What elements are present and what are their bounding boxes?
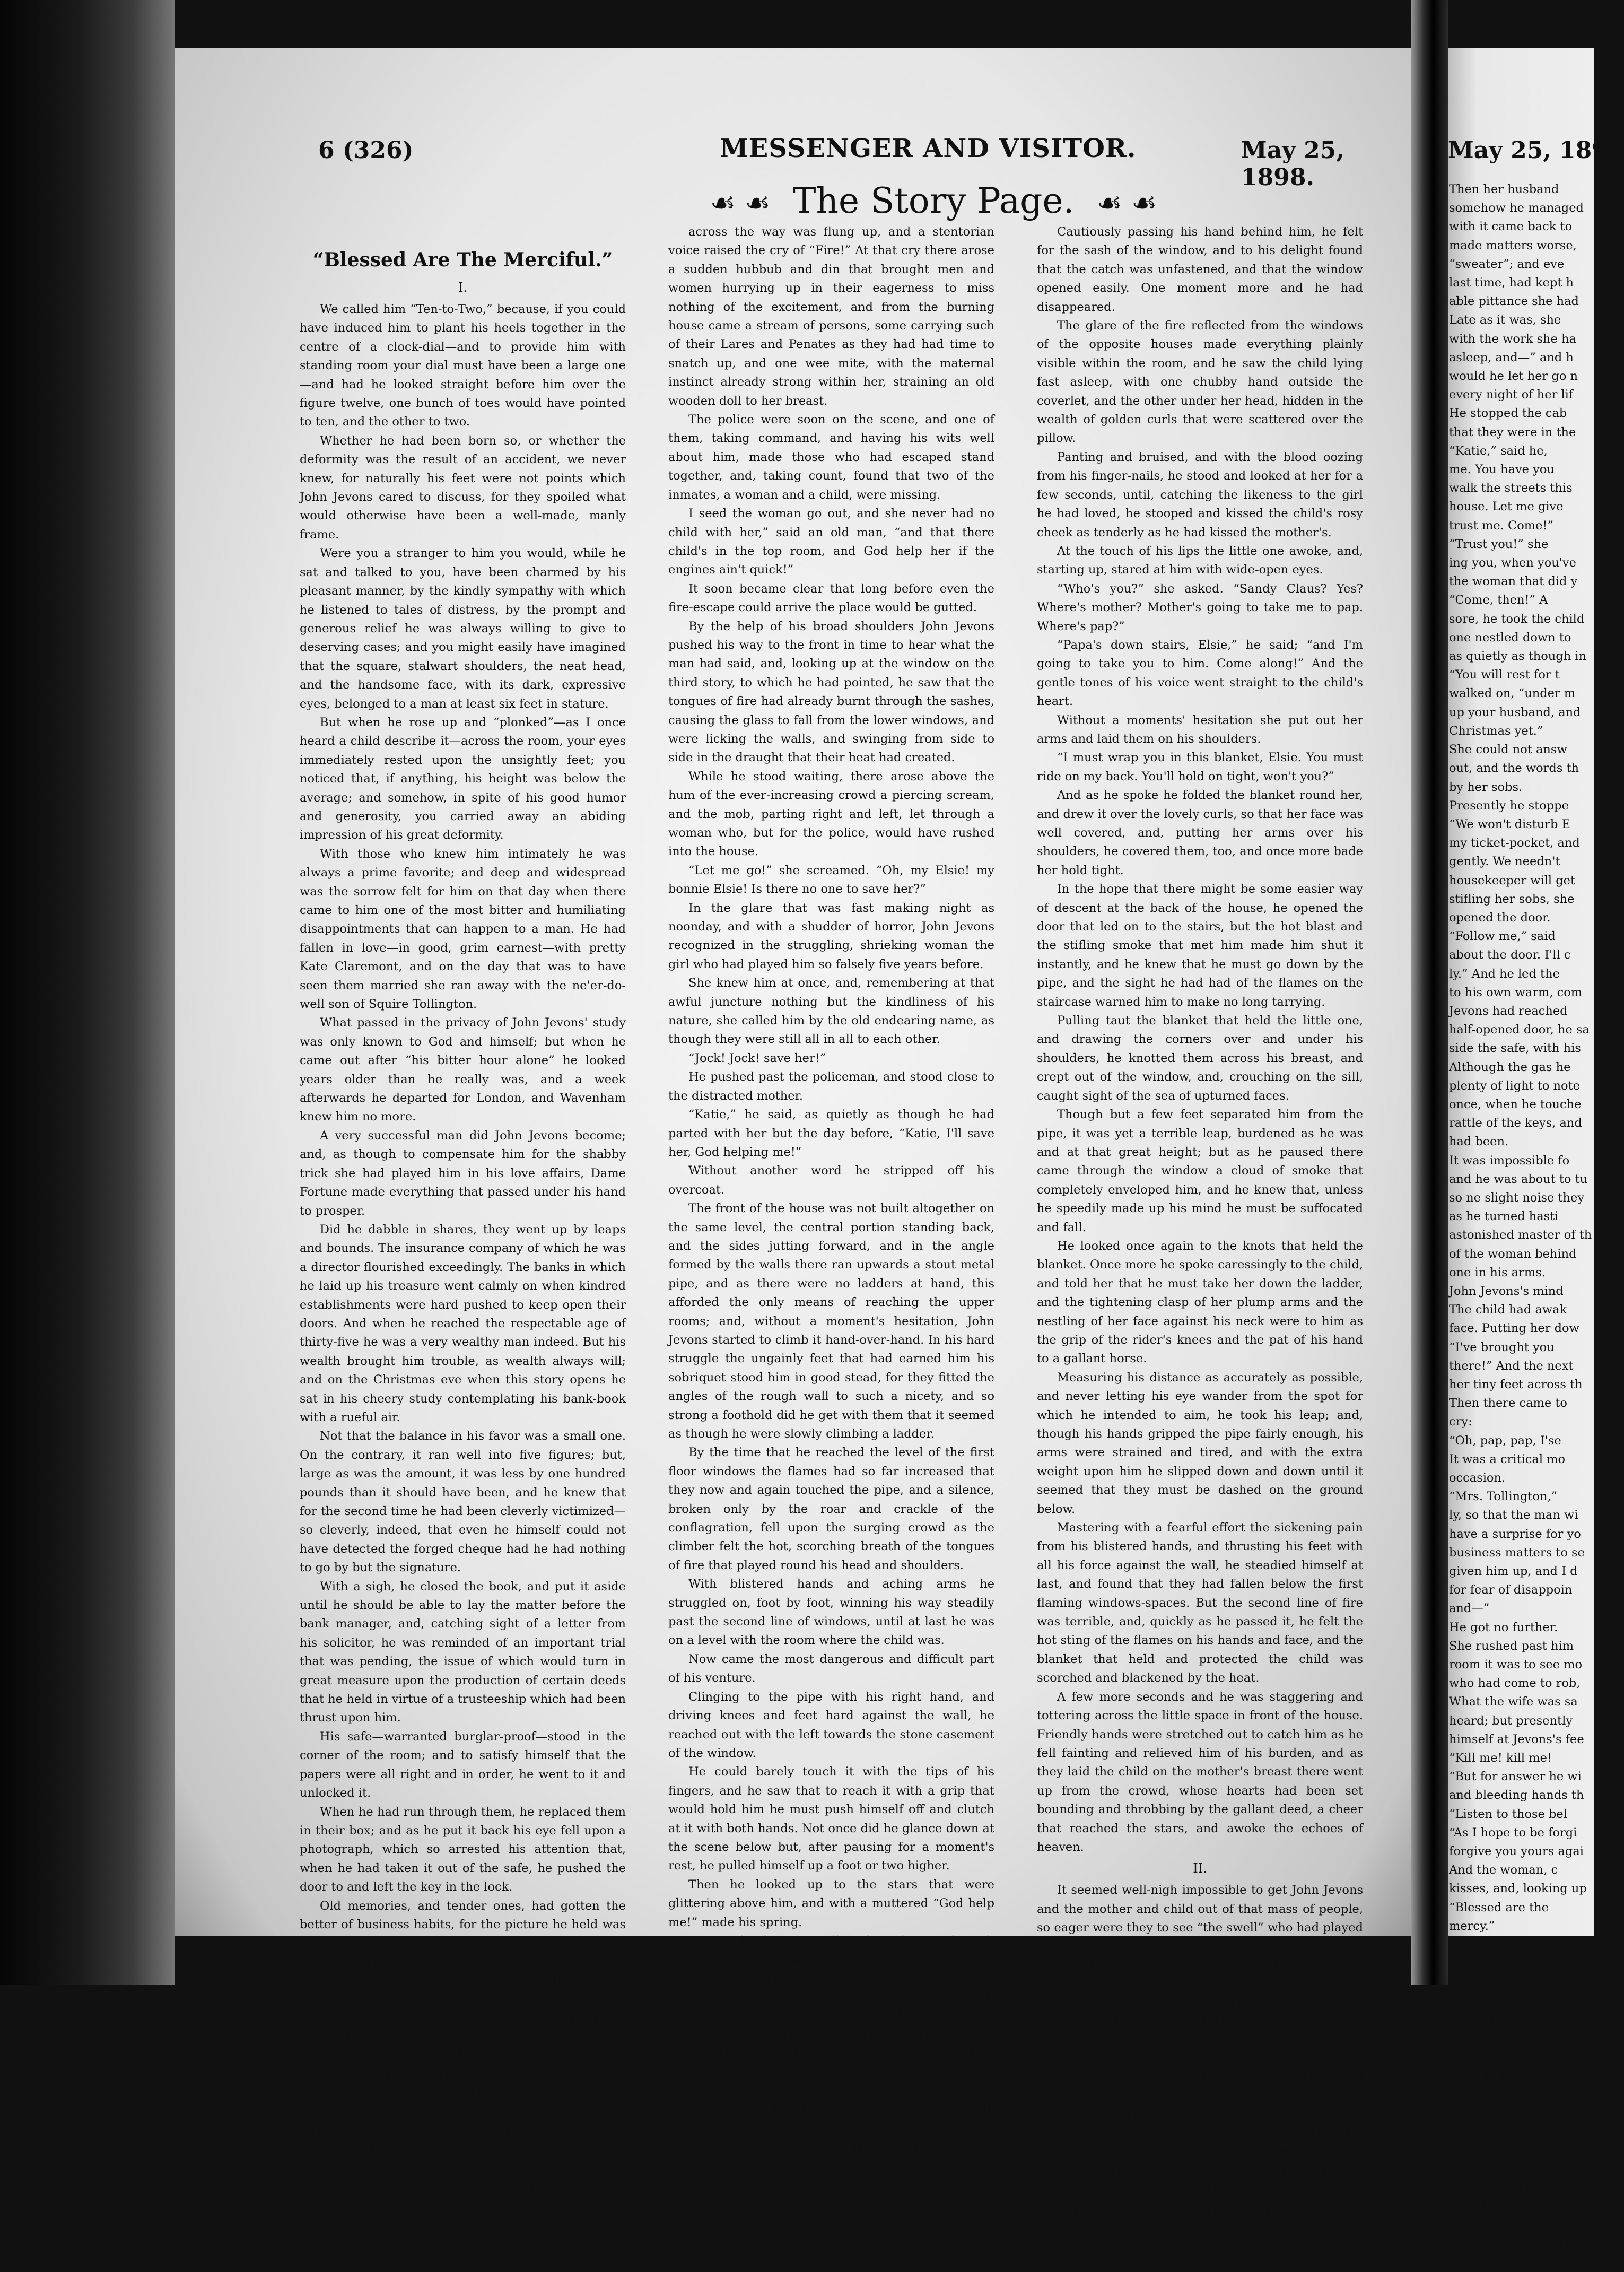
part-heading-1: I. xyxy=(458,280,468,295)
text-line: mercy.” xyxy=(1449,1919,1495,1933)
text-line: who had come to rob, xyxy=(1449,1676,1581,1691)
text-line: What the wife was sa xyxy=(1449,1695,1578,1709)
text-line: would he let her go n xyxy=(1449,369,1578,384)
column-1 xyxy=(300,239,626,2232)
paragraph: “Who's you?” she asked. “Sandy Claus? Yes? Where's mother? Mother's going to take me to pap. Where's pap?” xyxy=(1037,581,1363,633)
text-line: asleep, and—” and h xyxy=(1449,350,1574,364)
text-line: It was impossible fo xyxy=(1449,1153,1570,1168)
paragraph: Did he dabble in shares, they went up by leaps and bounds. The insurance company of which he was a director flourished exceedingly. The banks in which he laid up his treasure went calmly on when kindred establishments were hard pushed to keep open their doors. And when he reached the respectable age of thirty-five he was a very wealthy man indeed. But his wealth brought him trouble, as wealth always will; and on the Christmas eve when this story opens he sat in his cheery study contemplating his bank-book with a rueful air. xyxy=(300,1222,626,1424)
text-line: given him up, and I d xyxy=(1449,1564,1578,1579)
paragraph: With blistered hands and aching arms he struggled on, foot by foot, winning his way steadily past the second line of windows, until at last he was on a level with the room where the child was. xyxy=(668,1577,994,1648)
text-line: His explanations were xyxy=(1449,2125,1584,2139)
text-line: “Blessed are the xyxy=(1449,1900,1549,1914)
text-line: which one of the gang xyxy=(1449,2050,1584,2064)
book-binding-left xyxy=(0,0,175,1985)
newspaper-page xyxy=(175,48,1411,2232)
paragraph: A very successful man did John Jevons become; and, as though to compensate him for the shabby trick she had played him in his love affairs, Dame Fortune made everything that passed under his hand to prosper. xyxy=(300,1128,626,1218)
paragraph: We called him “Ten-to-Two,” because, if you could have induced him to plant his heels together in the centre of a clock-dial—and to provide him with standing room your dial must have been a large one—and had he looked straight before him over the figure twelve, one bunch of toes would have pointed to ten, and the other to two. xyxy=(300,302,626,429)
text-line: The child had awak xyxy=(1449,1303,1567,1317)
paragraph: “Katie,” he said, as quietly as though he had parted with her but the day before, “Katie, I'll save her, God helping me!” xyxy=(668,1108,994,1159)
facing-page-date: May 25, 1898 xyxy=(1448,137,1624,164)
text-line: occasion. xyxy=(1449,1471,1506,1485)
text-line: It was a critical mo xyxy=(1449,1452,1566,1466)
text-line: sore, he took the child xyxy=(1449,612,1585,626)
paragraph: His safe—warranted burglar-proof—stood in the corner of the room; and to satisfy himself that the papers were all right and in order, he went to it and unlocked it. xyxy=(300,1729,626,1800)
text-line: himself at Jevons's fee xyxy=(1449,1732,1584,1746)
text-line: one in his arms. xyxy=(1449,1265,1546,1279)
text-line: able pittance she had xyxy=(1449,294,1579,309)
paragraph: With those who knew him intimately he was always a prime favorite; and deep and widespread was the sorrow felt for him on that day when there came to him one of the most bitter and humiliating disappointments that can happen to a man. He had fallen in love—in good, grim earnest—with pretty Kate Claremont, and on the day that was to have seen them married she ran away with the ne'er-do-well son of Squire Tollington. xyxy=(300,847,626,1012)
text-line: and—” xyxy=(1449,1601,1490,1616)
text-line: The next morning, i xyxy=(1449,1956,1568,1971)
column-3 xyxy=(1037,223,1363,2217)
text-line: “sweater”; and eve xyxy=(1449,257,1565,271)
paragraph: Now came the most dangerous and difficult part of his venture. xyxy=(668,1652,994,1685)
text-line: ly, so that the man wi xyxy=(1449,1508,1578,1522)
ornament-right-icon: ☙ ☙ xyxy=(1096,186,1157,220)
column-3-body-continued xyxy=(1037,1881,1363,2219)
text-line: “Katie,” said he, xyxy=(1449,443,1548,458)
text-line: He stopped the cab xyxy=(1449,406,1567,421)
text-line: “Follow me,” said xyxy=(1449,929,1556,944)
text-line: to his own warm, com xyxy=(1449,985,1583,999)
text-line: by her sobs. xyxy=(1449,780,1523,794)
text-line: Then her husband xyxy=(1449,182,1559,196)
text-line: “Oh, pap, pap, I'se xyxy=(1449,1433,1561,1448)
paragraph: The police were soon on the scene, and one of them, taking command, and having his wits well about him, made those who had escaped stand together, and, taking count, found that two of the inmates, a woman and a child, were missing. xyxy=(668,413,994,502)
paragraph: “I must wrap you in this blanket, Elsie. You must ride on my back. You'll hold on tight, won't you?” xyxy=(1037,751,1363,784)
text-line: stifling her sobs, she xyxy=(1449,892,1575,906)
text-line: that Christmas eve ea xyxy=(1449,2031,1582,2045)
text-line: business matters to se xyxy=(1449,1545,1585,1560)
text-line: And the woman, c xyxy=(1449,1863,1558,1877)
text-line: “Trust you!” she xyxy=(1449,537,1549,551)
text-line: “Mrs. Tollington,” xyxy=(1449,1490,1558,1504)
paragraph: By the help of his broad shoulders John Jevons pushed his way to the front in time to hear what the man had said, and, looking up at the window on the third story, to which he had pointed, he saw that the tongues of fire had already burnt through the sashes, causing the glass to fall from the lower windows, and were licking the walls, and swinging from side to side in the draught that their heat had created. xyxy=(668,619,994,765)
column-1-body xyxy=(300,300,626,2235)
text-line: of the woman behind xyxy=(1449,1247,1577,1261)
paragraph: Though but a few feet separated him from the pipe, it was yet a terrible leap, burdened as he was and at that great height; but as he paused there came through the window a cloud of smoke that completely enveloped him, and he knew that, unless he speedily made up his mind he must be suffocated and fall. xyxy=(1037,1108,1363,1234)
paragraph: When he had run through them, he replaced them in their box; and as he put it back his eye fell upon a photograph, which so arrested his attention that, when he had taken it out of the safe, he pushed the door to and left the key in the lock. xyxy=(300,1805,626,1894)
text-line: Jevons had reached xyxy=(1449,1004,1568,1018)
text-line: knew to be of great va xyxy=(1449,2068,1585,2083)
paragraph: In the glare that was fast making night as noonday, and with a shudder of horror, John Jevons recognized in the struggling, shrieking woman the girl who had played him so falsely five years before. xyxy=(668,901,994,971)
section-title-text: The Story Page. xyxy=(792,180,1075,221)
paragraph: And as he spoke he folded the blanket round her, and drew it over the lovely curls, so that her face was well covered, and, putting her arms over his shoulders, he covered them, too, and once more bade her hold tight. xyxy=(1037,788,1363,877)
text-line: A week later a little xyxy=(1449,2162,1568,2176)
text-line: gently. We needn't xyxy=(1449,855,1560,869)
paragraph: Inch by inch he struggled up with sheer, dogged pluck. Presently his elbows rested on the broad sill, and when at last, and with the nicest balance, he slowly turned and sat upon it, there went up from the crowd a sigh of relief. xyxy=(668,2084,994,2173)
text-line: ward-bound steamer, a xyxy=(1449,2180,1588,2195)
text-line: house. Let me give xyxy=(1449,500,1564,514)
text-line: ington confessed every xyxy=(1449,1975,1589,1989)
text-line: there!” And the next xyxy=(1449,1359,1574,1373)
paragraph: The glare of the fire reflected from the windows of the opposite houses made everything plainly visible within the room, and he saw the child lying fast asleep, with one chubby hand outside the coverlet, and the other under her head, hidden in the wealth of golden curls that were scattered over the pillow. xyxy=(1037,319,1363,446)
paragraph: Measuring his distance as accurately as possible, and never letting his eye wander from the spot for which he intended to aim, he took his leap; and, though his hands gripped the pipe fairly enough, his arms were strained and tired, and with the extra weight upon him he slipped down and down until it seemed that they must be dashed on the ground below. xyxy=(1037,1370,1363,1516)
paragraph: Not that the balance in his favor was a small one. On the contrary, it ran well into five figures; but, large as was the amount, it was less by one hundred pounds than it should have been, and he knew that for the second time he had been cleverly victimized—so cleverly, indeed, that even he himself could not have detected the forged cheque had he had nothing to go by but the signature. xyxy=(300,1429,626,1575)
text-line: Although the gas he xyxy=(1449,1060,1571,1074)
text-line: every night of her lif xyxy=(1449,388,1574,402)
text-line: She could not answ xyxy=(1449,743,1567,757)
paragraph: She knew him at once, and, remembering at that awful juncture nothing but the kindliness of his nature, she called him by the old endearing name, as though they were still all in all to each other. xyxy=(668,976,994,1047)
paragraph: Hanging up there forty feet above the ground, and right over the flames that seemed to leap at him, he strained upwards against the face of the wall until the muscles of his stalwart arms stood out like iron bands. xyxy=(668,1990,994,2079)
text-line: Then there came to xyxy=(1449,1396,1567,1411)
paragraph: It soon became clear that long before even the fire-escape could arrive the place would be gutted. xyxy=(668,581,994,615)
text-line: made matters worse, xyxy=(1449,238,1577,253)
text-line: the issue of an importa xyxy=(1449,2087,1589,2101)
text-line: “Kill me! kill me! xyxy=(1449,1751,1552,1765)
text-line: by the gang was broken xyxy=(1449,2143,1594,2157)
text-line: her tiny feet across th xyxy=(1449,1378,1583,1391)
paragraph: But when he rose up and “plonked”—as I once heard a child describe it—across the room, your eyes immediately rested upon the unsightly feet; you noticed that, if anything, his height was below the average; and somehow, in spite of his good humor and generosity, you carried away an abiding impression of his great deformity. xyxy=(300,715,626,842)
text-line: “Come, then!” A xyxy=(1449,593,1548,607)
paragraph: Were you a stranger to him you would, while he sat and talked to you, have been charmed by his pleasant manner, by the kindly sympathy with which he listened to tales of distress, by the prompt and generous relief he was always willing to give to deserving cases; and you might easily have imagined that the square, stalwart shoulders, the neat head, and the handsome face, with its dark, expressive eyes, belonged to a man at least six feet in stature. xyxy=(300,546,626,711)
facing-page xyxy=(1448,48,1624,2269)
paragraph: Without another word he stripped off his overcoat. xyxy=(668,1164,994,1197)
text-line: “You will rest for t xyxy=(1449,668,1560,682)
text-line: and he was about to tu xyxy=(1449,1172,1588,1186)
paragraph: While he stood waiting, there arose above the hum of the ever-increasing crowd a piercing scream, and the mob, parting right and left, let through a woman who, but for the police, would have rushed into the house. xyxy=(668,769,994,859)
text-line: the blessings of husban xyxy=(1449,2218,1592,2232)
paragraph: Whether he had been born so, or whether the deformity was the result of an accident, we never knew, for naturally his feet were not points which John Jevons cared to discuss, for they spoiled what would otherwise have been a well-made, manly frame. xyxy=(300,433,626,542)
paragraph: He looked once again to the knots that held the blanket. Once more he spoke caressingly to the child, and told her that he must take her down the ladder, and the tightening clasp of her plump arms and the nestling of her face against his neck were to him as the grip of the rider's knees and the pat of his hand to a gallant horse. xyxy=(1037,1239,1363,1366)
text-line: last time, had kept h xyxy=(1449,276,1574,290)
ornament-left-icon: ☙ ☙ xyxy=(710,186,771,220)
text-line: plenty of light to note xyxy=(1449,1078,1580,1093)
paragraph: Without a moments' hesitation she put out her arms and laid them on his shoulders. xyxy=(1037,713,1363,746)
paragraph: It was getting late, the servants had all retired; but to drive away his sorrow he slipped a coat over his evening-dress—for he had been dining at the club—and went out into the streets. xyxy=(300,2011,626,2082)
text-line: “Good-bye and God- xyxy=(1449,2199,1571,2213)
paragraph: across the way was flung up, and a stentorian voice raised the cry of “Fire!” At that cry there arose a sudden hubbub and din that brought men and women hurrying up in their eagerness to miss nothing of the excitement, and from the burning house came a stream of persons, some carrying such of their Lares and Penates as they had had time to snatch up, and one wee mite, with the maternal instinct already strong within her, straining an old wooden doll to her breast. xyxy=(668,225,994,408)
paragraph: At the touch of his lips the little one awoke, and, starting up, stared at him with wide-open eyes. xyxy=(1037,544,1363,577)
text-line: “Listen to those bel xyxy=(1449,1807,1567,1821)
text-line: the woman that did y xyxy=(1449,574,1578,589)
column-3-body xyxy=(1037,223,1363,1857)
text-line: room it was to see mo xyxy=(1449,1658,1583,1672)
text-line: He got no further. xyxy=(1449,1620,1558,1634)
story-title: “Blessed Are The Merciful.” xyxy=(312,249,613,271)
text-line: one nestled down to xyxy=(1449,630,1571,645)
text-line: walked on, “under m xyxy=(1449,686,1576,701)
text-line: She rushed past him xyxy=(1449,1639,1574,1653)
text-line: housekeeper will get xyxy=(1449,873,1576,887)
masthead: MESSENGER AND VISITOR. xyxy=(720,134,1137,163)
paragraph: The night was clear and frosty, and he moved along briskly, for he was a fast walker, in spite of his deformity, and presently found himself in a street with which he was not familiar. The houses on either side were lofty, but it was plain to behold that they were the dwellings of artisans and the like; and he was standing, undecided as to whether he should go on or turn back, when a window xyxy=(300,2086,626,2232)
text-line: gang of forgers and ho xyxy=(1449,1994,1587,2008)
text-line: walk the streets this xyxy=(1449,481,1573,495)
paragraph: He could barely touch it with the tips of his fingers, and he saw that to reach it with a grip that would hold him he must push himself off and clutch at it with both hands. Not once did he glance down at the scene below but, after pausing for a moment's rest, he pulled himself up a foot or two higher. xyxy=(668,1765,994,1873)
text-line: had been. xyxy=(1449,1135,1509,1149)
text-line: trust me. Come!” xyxy=(1449,518,1553,533)
paragraph: What passed in the privacy of John Jevons' study was only known to God and himself; but when he came out after “his bitter hour alone” he looked years older than he really was, and a week afterwards he departed for London, and Wavenham knew him no more. xyxy=(300,1016,626,1124)
text-line: cry: xyxy=(1449,1415,1472,1429)
paragraph: I seed the woman go out, and she never had no child with her,” said an old man, “and that there child's in the top room, and God help her if the engines ain't quick!” xyxy=(668,507,994,577)
text-line: “But for answer he wi xyxy=(1449,1770,1582,1784)
paragraph: A few more seconds and he was staggering and tottering across the little space in front of the house. Friendly hands were stretched out to catch him as he fell fainting and relieved him of his burden, and as they laid the child on the mother's breast there went up from the crowd, whose hearts had been set bounding and throbbing by the gallant deed, a cheer that reached the stars, and awoke the echoes of heaven. xyxy=(1037,1690,1363,1854)
text-line: astonished master of th xyxy=(1449,1228,1592,1242)
text-line: as quietly as though in xyxy=(1449,649,1587,664)
page-number: 6 (326) xyxy=(318,137,414,164)
paragraph: Mastering with a fearful effort the sickening pain from his blistered hands, and thrusting his feet with all his force against the wall, he steadied himself at last, and found that they had fallen below the first flaming windows-spaces. But the second line of fire was terrible, and, quickly as he passed it, he felt the hot sting of the flames on his hands and face, and the blanket that held and protected the child was scorched and blackened by the heat. xyxy=(1037,1521,1363,1685)
text-line: a tiny golden curl fro xyxy=(1449,2236,1577,2251)
issue-date: May 25, 1898. xyxy=(1241,137,1344,191)
paragraph: Panting and bruised, and with the blood oozing from his finger-nails, he stood and looked at her for a few seconds, until, catching the likeness to the girl he had loved, he stooped and kissed the child's rosy cheek as tenderly as he had kissed the mother's. xyxy=(1037,450,1363,539)
text-line: ing you, when you've xyxy=(1449,556,1576,570)
text-line: “I've brought you xyxy=(1449,1340,1555,1354)
paragraph: It seemed well-nigh impossible to get John Jevons and the mother and child out of that mass of people, so eager were they to see “the swell” who had played the hero; but an engine dashed up, and made a lane through them, and before it could be filled again the police had got the three through it and into a cab. As they drove to the address that Jevons had given, the mother, holding her child, told how she had come to this pass. For months she had seen nothing of her husband. They had come to London immediately after their marriage, and for a while had lived happily; but their money was soon spent, and then began a desperate struggle with poverty. Lower and lower they sank, and with no one to help them; for though they had both of them humbled themselves to ask aid of their people, they got nothing thereby except the cold comfort of hearing that, as they had made their beds, so they might lie on them. xyxy=(1037,1883,1363,2217)
text-line: up your husband, and xyxy=(1449,705,1581,719)
section-title xyxy=(642,180,1225,221)
text-line: saved.—Edwin Hughes xyxy=(1449,2255,1588,2269)
text-line: have a surprise for yo xyxy=(1449,1527,1581,1541)
paragraph: Old memories, and tender ones, had gotten the better of business habits, for the picture he held was that of Kate Claremont; and such a flood of bitter-sweet recollections came over him, so many clearly-cut visions of what might have been, that he sat staring into the fire for well-nigh half an hour. xyxy=(300,1899,626,2007)
text-line: Presently he stoppe xyxy=(1449,798,1569,813)
paragraph: He pushed past the policeman, and stood close to the distracted mother. xyxy=(668,1070,994,1103)
text-line: face. Putting her dow xyxy=(1449,1321,1579,1336)
text-line: “As I hope to be forgi xyxy=(1449,1825,1577,1840)
paragraph: The front of the house was not built altogether on the same level, the central portion standing back, and the sides jutting forward, and in the angle formed by the walls there ran upwards a stout metal pipe, and as there were no ladders at hand, this afforded the only means of reaching the upper rooms; and, without a moment's hesitation, John Jevons started to climb it hand-over-hand. In his hard struggle the ungainly feet that had earned him his sobriquet stood him in good stead, for they fitted the angles of the rough wall to such a nicety, and so strong a foothold did he get with them that it seemed as though he were slowly climbing a ladder. xyxy=(668,1202,994,1441)
text-line: * * * xyxy=(1449,1938,1475,1952)
text-line: with it came back to xyxy=(1449,220,1573,234)
text-line: once, when he touche xyxy=(1449,1097,1582,1111)
text-line: half-opened door, he sa xyxy=(1449,1023,1590,1037)
text-line: Late as it was, she xyxy=(1449,313,1561,327)
part-heading-2: II. xyxy=(1193,1861,1207,1876)
text-line: and bleeding hands th xyxy=(1449,1788,1584,1803)
paragraph: By the time that he reached the level of the first floor windows the flames had so far increased that they now and again touched the pipe, and a silence, broken only by the roar and crackle of the conflagration, fell upon the surging crowd as the climber felt the hot, scorching breath of the tongues of fire that played round his head and shoulders. xyxy=(668,1446,994,1572)
paragraph: With a sigh, he closed the book, and put it aside until he should be able to lay the matter before the bank manager, and, catching sight of a letter from his solicitor, he was reminded of an important trial that was pending, the issue of which would turn in great measure upon the production of certain deeds that he held in virtue of a trusteeship which had been thrust upon him. xyxy=(300,1579,626,1725)
paragraph: “Papa's down stairs, Elsie,” he said; “and I'm going to take you to him. Come along!” And the gentle tones of his voice went straight to the child's heart. xyxy=(1037,638,1363,709)
text-line: had fallen, and he had xyxy=(1449,2012,1584,2026)
text-line: forgive you yours agai xyxy=(1449,1844,1584,1859)
paragraph: Cautiously passing his hand behind him, he felt for the sash of the window, and to his delight found that the catch was unfastened, and that the window opened easily. One moment more and he had disappeared. xyxy=(1037,225,1363,314)
text-line: me. You have you xyxy=(1449,463,1555,477)
text-line: opened the door. xyxy=(1449,910,1551,925)
text-line: for fear of disappoin xyxy=(1449,1583,1573,1597)
text-line: John Jevons's mind xyxy=(1449,1284,1564,1298)
text-line: ly.” And he led the xyxy=(1449,967,1560,981)
text-line: rattle of the keys, and xyxy=(1449,1116,1582,1130)
paragraph: Clinging to the pipe with his right hand, and driving knees and feet hard against the wall, he reached out with the left towards the stone casement of the window. xyxy=(668,1690,994,1760)
paragraph: Then he looked up to the stars that were glittering above him, and with a muttered “God help me!” made his spring. xyxy=(668,1877,994,1929)
text-line: side the safe, with his xyxy=(1449,1041,1581,1056)
paragraph: He caught the stone sill fairly and squarely with both hands, and then began a struggle that made women faint and men turn shudderingly away. xyxy=(668,1934,994,1986)
text-line: about the door. I'll c xyxy=(1449,948,1571,962)
text-line: Christmas yet.” xyxy=(1449,724,1543,738)
text-line: “We won't disturb E xyxy=(1449,817,1570,831)
text-line: as he turned hasti xyxy=(1449,1209,1559,1224)
paragraph: Pulling taut the blanket that held the little one, and drawing the corners over and under his shoulders, he knotted them across his breast, and crept out of the window, and, crouching on the sill, caught sight of the sea of upturned faces. xyxy=(1037,1014,1363,1103)
column-2-body xyxy=(668,223,994,2176)
text-line: kisses, and, looking up xyxy=(1449,1882,1587,1896)
text-line: with the work she ha xyxy=(1449,332,1576,346)
paragraph: “Let me go!” she screamed. “Oh, my Elsie! my bonnie Elsie! Is there no one to save her?” xyxy=(668,863,994,896)
text-line: that it was he who had xyxy=(1449,2105,1587,2120)
facing-page-column xyxy=(1449,180,1624,2269)
text-line: somehow he managed xyxy=(1449,201,1584,215)
paragraph: In the hope that there might be some easier way of descent at the back of the house, he opened the door that led on to the stairs, but the hot blast and the stifling smoke that met him made him shut it instantly, and he knew that he must go down by the pipe, and the sight he had had of the flames on the staircase warned him to make no long tarrying. xyxy=(1037,882,1363,1009)
text-line: so ne slight noise they xyxy=(1449,1190,1585,1205)
text-line: my ticket-pocket, and xyxy=(1449,836,1580,850)
text-line: out, and the words th xyxy=(1449,761,1579,776)
column-2 xyxy=(668,223,994,2173)
text-line: heard; but presently xyxy=(1449,1713,1573,1728)
book-gutter xyxy=(1411,0,1448,1985)
text-line: that they were in the xyxy=(1449,425,1576,439)
paragraph: “Jock! Jock! save her!” xyxy=(688,1051,826,1065)
